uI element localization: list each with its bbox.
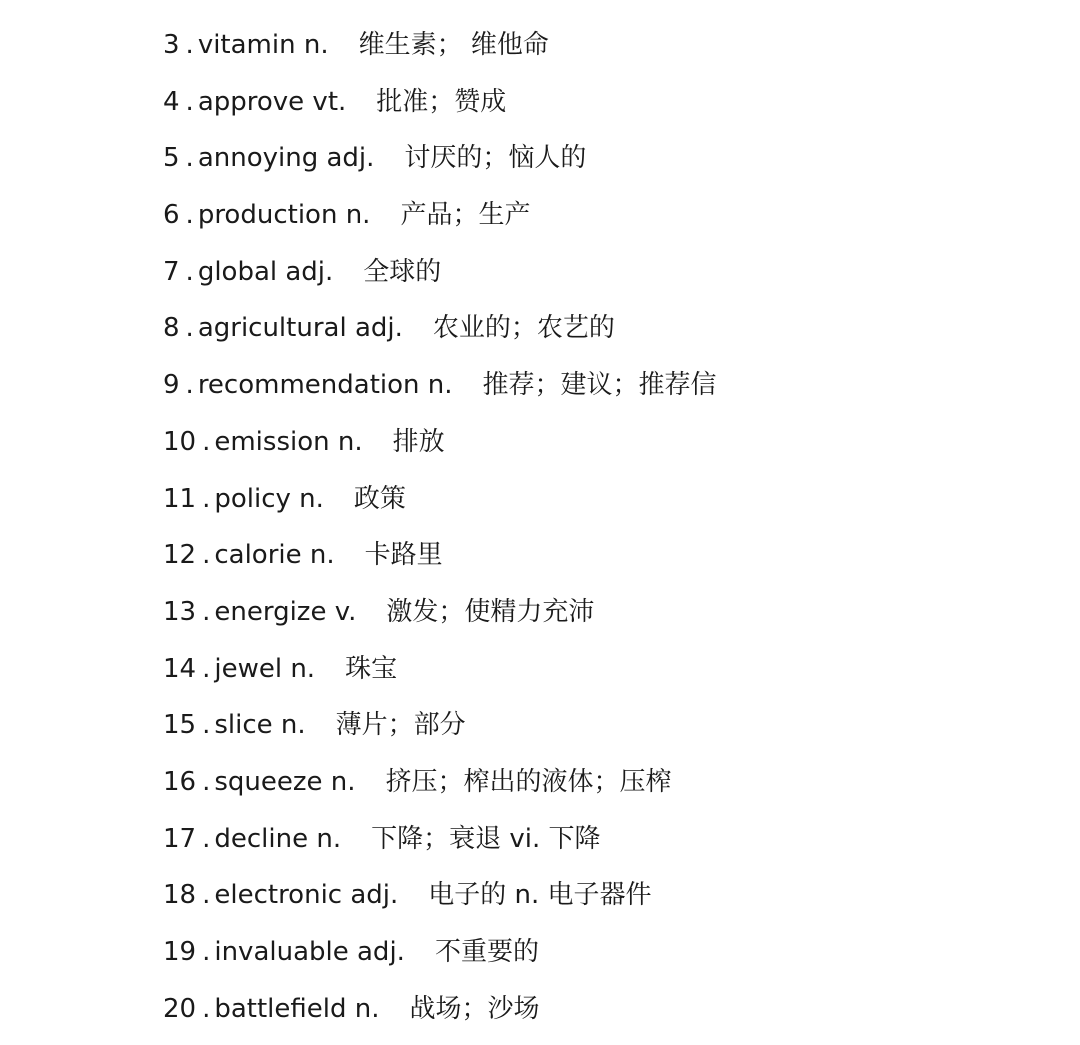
vocab-entry: 16 . squeeze n. 挤压；榨出的液体；压榨 <box>163 766 672 797</box>
entry-number: 13 <box>163 596 197 627</box>
entry-word: agricultural adj. <box>197 313 403 344</box>
entry-word: slice n. <box>214 710 306 741</box>
entry-meaning: 维生素； 维他命 <box>358 30 549 60</box>
entry-meaning: 珠宝 <box>345 653 398 684</box>
vocab-entry: 5 . annoying adj. 讨厌的；恼人的 <box>163 143 587 174</box>
entry-word: policy n. <box>214 483 324 514</box>
entry-word: production n. <box>197 200 371 231</box>
vocab-entry: 8 . agricultural adj. 农业的；农艺的 <box>163 313 615 344</box>
entry-word: annoying adj. <box>197 143 375 174</box>
entry-number: 7 <box>163 256 180 287</box>
entry-number: 8 <box>163 313 180 344</box>
vocab-entry: 17 . decline n. 下降；衰退 vi. 下降 <box>163 823 601 854</box>
entry-word: global adj. <box>197 256 334 287</box>
entry-word: energize v. <box>214 596 357 627</box>
entry-meaning: 激发；使精力充沛 <box>386 596 595 627</box>
entry-number: 17 <box>163 823 197 854</box>
vocab-entry: 3 . vitamin n. 维生素； 维他命 <box>163 30 549 60</box>
entry-word: emission n. <box>214 426 363 457</box>
entry-word: recommendation n. <box>197 370 453 401</box>
entry-word: electronic adj. <box>214 880 399 911</box>
entry-meaning: 挤压；榨出的液体；压榨 <box>385 766 672 797</box>
entry-meaning: 不重要的 <box>434 937 539 967</box>
entry-number: 5 <box>163 143 180 174</box>
entry-word: invaluable adj. <box>214 937 405 967</box>
entry-meaning: 下降；衰退 vi. 下降 <box>371 823 601 854</box>
entry-word: vitamin n. <box>197 30 329 60</box>
vocab-entry: 12 . calorie n. 卡路里 <box>163 540 443 571</box>
entry-meaning: 政策 <box>353 483 406 514</box>
entry-meaning: 卡路里 <box>364 540 443 571</box>
entry-number: 10 <box>163 426 197 457</box>
entry-meaning: 薄片；部分 <box>335 710 466 741</box>
entry-meaning: 推荐；建议；推荐信 <box>482 370 717 401</box>
entry-word: jewel n. <box>214 653 316 684</box>
vocab-entry: 18 . electronic adj. 电子的 n. 电子器件 <box>163 880 652 911</box>
entry-word: battlefield n. <box>214 993 380 1024</box>
entry-meaning: 农业的；农艺的 <box>432 313 615 344</box>
entry-number: 4 <box>163 86 180 117</box>
vocab-entry: 13 . energize v. 激发；使精力充沛 <box>163 596 595 627</box>
vocab-entry: 4 . approve vt. 批准；赞成 <box>163 86 507 117</box>
vocab-entry: 20 . battlefield n. 战场；沙场 <box>163 993 540 1024</box>
vocabulary-list <box>163 23 717 1043</box>
entry-meaning: 战场；沙场 <box>409 993 540 1024</box>
entry-number: 12 <box>163 540 197 571</box>
vocab-entry: 11 . policy n. 政策 <box>163 483 406 514</box>
entry-number: 20 <box>163 993 197 1024</box>
entry-word: approve vt. <box>197 86 347 117</box>
entry-number: 15 <box>163 710 197 741</box>
entry-number: 19 <box>163 937 197 967</box>
entry-word: calorie n. <box>214 540 335 571</box>
entry-number: 11 <box>163 483 197 514</box>
entry-number: 18 <box>163 880 197 911</box>
entry-meaning: 排放 <box>392 426 445 457</box>
entry-number: 3 <box>163 30 180 60</box>
entry-meaning: 电子的 n. 电子器件 <box>428 880 652 911</box>
entry-number: 14 <box>163 653 197 684</box>
vocab-entry: 10 . emission n. 排放 <box>163 426 445 457</box>
vocab-entry: 7 . global adj. 全球的 <box>163 256 442 287</box>
entry-meaning: 讨厌的；恼人的 <box>404 143 587 174</box>
entry-word: squeeze n. <box>214 766 356 797</box>
entry-number: 6 <box>163 200 180 231</box>
entry-word: decline n. <box>214 823 342 854</box>
entry-meaning: 批准；赞成 <box>376 86 507 117</box>
vocab-entry: 14 . jewel n. 珠宝 <box>163 653 398 684</box>
vocab-entry: 6 . production n. 产品；生产 <box>163 200 531 231</box>
entry-number: 9 <box>163 370 180 401</box>
vocab-entry: 9 . recommendation n. 推荐；建议；推荐信 <box>163 370 717 401</box>
entry-number: 16 <box>163 766 197 797</box>
vocab-entry: 19 . invaluable adj. 不重要的 <box>163 937 539 967</box>
vocab-entry: 15 . slice n. 薄片；部分 <box>163 710 466 741</box>
entry-meaning: 产品；生产 <box>400 200 531 231</box>
entry-meaning: 全球的 <box>363 256 442 287</box>
